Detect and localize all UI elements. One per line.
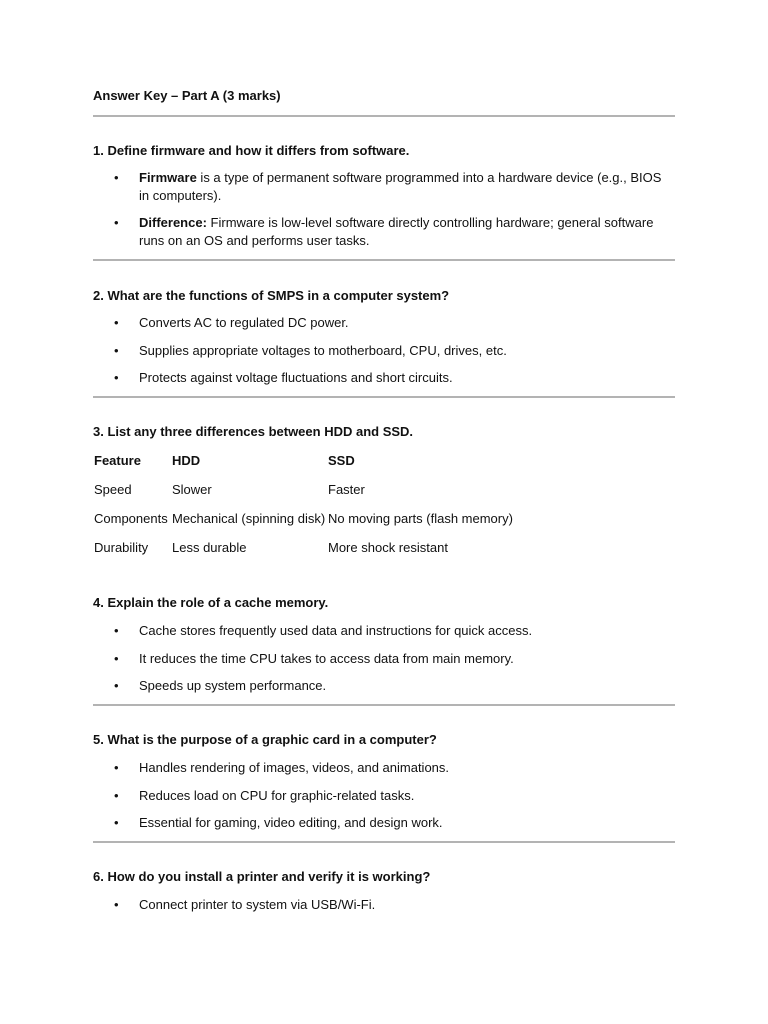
- question-6-bullet-1: Connect printer to system via USB/Wi-Fi.: [139, 897, 376, 912]
- question-4-heading: 4. Explain the role of a cache memory.: [93, 595, 329, 610]
- table-cell: Durability: [94, 540, 149, 555]
- question-1-heading: 1. Define firmware and how it differs from software.: [93, 143, 410, 158]
- firmware-term: Firmware: [139, 170, 197, 185]
- difference-definition: Firmware is low-level software directly controlling hardware; general software runs on an OS and performs user tasks.: [139, 215, 654, 248]
- divider: [93, 841, 675, 843]
- bullet-marker: •: [114, 815, 119, 830]
- question-5-bullet-1: Handles rendering of images, videos, and animations.: [139, 760, 450, 775]
- firmware-definition: is a type of permanent software programmed into a hardware device (e.g., BIOS in computers).: [139, 170, 662, 203]
- table-cell: Less durable: [172, 540, 247, 555]
- question-1-bullet-1: [139, 169, 669, 205]
- divider: [93, 259, 675, 261]
- table-cell: Mechanical (spinning disk): [172, 511, 326, 526]
- question-6-heading: 6. How do you install a printer and verify it is working?: [93, 869, 431, 884]
- bullet-marker: •: [114, 760, 119, 775]
- bullet-marker: •: [114, 897, 119, 912]
- bullet-marker: •: [114, 343, 119, 358]
- question-4-bullet-1: Cache stores frequently used data and instructions for quick access.: [139, 623, 533, 638]
- question-4-bullet-3: Speeds up system performance.: [139, 678, 327, 693]
- question-4-bullet-2: It reduces the time CPU takes to access data from main memory.: [139, 651, 514, 666]
- question-5-bullet-2: Reduces load on CPU for graphic-related tasks.: [139, 788, 415, 803]
- question-3-heading: 3. List any three differences between HDD and SSD.: [93, 424, 414, 439]
- question-2-bullet-1: Converts AC to regulated DC power.: [139, 315, 349, 330]
- bullet-marker: •: [114, 170, 119, 185]
- table-cell: Faster: [328, 482, 365, 497]
- bullet-marker: •: [114, 315, 119, 330]
- table-header-ssd: SSD: [328, 453, 355, 468]
- table-header-hdd: HDD: [172, 453, 201, 468]
- question-1-bullet-2: [139, 214, 669, 250]
- bullet-marker: •: [114, 215, 119, 230]
- question-2-heading: 2. What are the functions of SMPS in a computer system?: [93, 288, 450, 303]
- table-cell: Components: [94, 511, 168, 526]
- divider: [93, 704, 675, 706]
- table-cell: No moving parts (flash memory): [328, 511, 513, 526]
- table-cell: Slower: [172, 482, 212, 497]
- bullet-marker: •: [114, 651, 119, 666]
- question-5-bullet-3: Essential for gaming, video editing, and design work.: [139, 815, 443, 830]
- bullet-marker: •: [114, 370, 119, 385]
- question-5-heading: 5. What is the purpose of a graphic card in a computer?: [93, 732, 437, 747]
- bullet-marker: •: [114, 678, 119, 693]
- difference-term: Difference:: [139, 215, 207, 230]
- table-header-feature: Feature: [94, 453, 141, 468]
- divider: [93, 396, 675, 398]
- table-cell: Speed: [94, 482, 132, 497]
- divider: [93, 115, 675, 117]
- question-2-bullet-2: Supplies appropriate voltages to motherboard, CPU, drives, etc.: [139, 343, 507, 358]
- bullet-marker: •: [114, 623, 119, 638]
- table-cell: More shock resistant: [328, 540, 448, 555]
- document-title: Answer Key – Part A (3 marks): [93, 88, 281, 103]
- question-2-bullet-3: Protects against voltage fluctuations and short circuits.: [139, 370, 453, 385]
- bullet-marker: •: [114, 788, 119, 803]
